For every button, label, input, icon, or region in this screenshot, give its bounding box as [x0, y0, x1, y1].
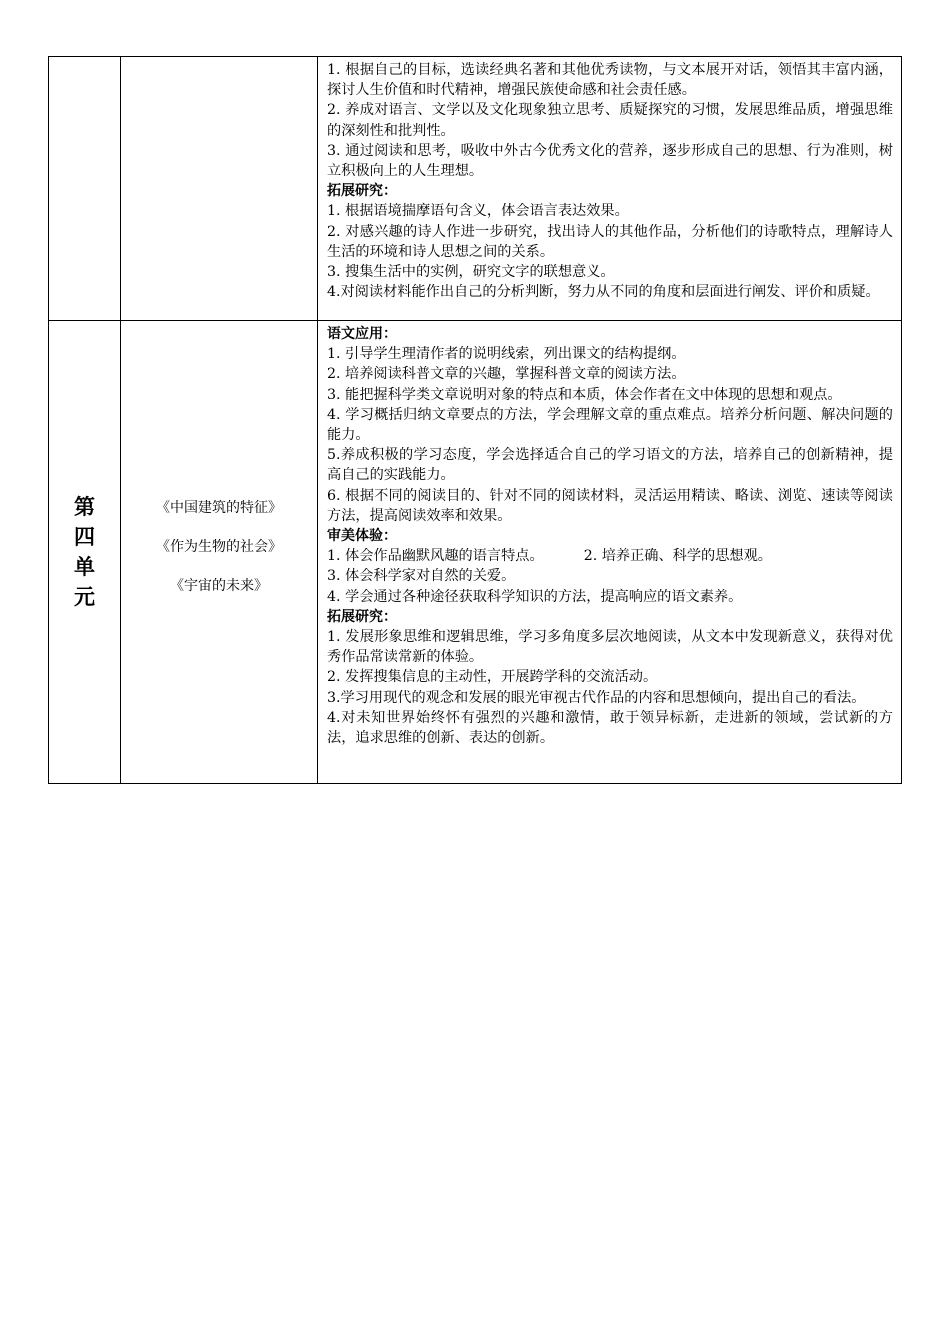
- research-item: 1. 发展形象思维和逻辑思维，学习多角度多层次地阅读，从文本中发现新意义，获得对优秀作品常读常新的体验。: [327, 629, 893, 666]
- application-item: 1. 引导学生理清作者的说明线索，列出课文的结构提纲。: [327, 346, 686, 363]
- application-item: 5.养成积极的学习态度，学会选择适合自己的学习语文的方法，培养自己的创新精神，提高自己的实践能力。: [327, 447, 893, 484]
- section-heading: 语文应用：: [327, 326, 397, 342]
- table-row: [49, 57, 902, 321]
- curriculum-table: [48, 56, 902, 784]
- section-heading: 拓展研究：: [327, 608, 397, 625]
- unit-cell: [49, 321, 121, 784]
- text-title: 《作为生物的社会》: [156, 539, 282, 555]
- table-row: [49, 321, 902, 784]
- application-item: 6. 根据不同的阅读目的、针对不同的阅读材料，灵活运用精读、略读、浏览、速读等阅读方法，提高阅读效率和效果。: [327, 487, 893, 524]
- research-item: 4.对阅读材料能作出自己的分析判断，努力从不同的角度和层面进行阐发、评价和质疑。: [327, 284, 880, 301]
- aesthetic-item: 2. 培养正确、科学的思想观。: [583, 548, 772, 565]
- research-item: 3. 搜集生活中的实例，研究文字的联想意义。: [327, 264, 615, 281]
- aesthetic-item: 1. 体会作品幽默风趣的语言特点。: [327, 548, 544, 565]
- aesthetic-item: 4. 学会通过各种途径获取科学知识的方法，提高响应的语文素养。: [327, 588, 743, 605]
- aesthetic-item: 3. 体会科学家对自然的关爱。: [327, 568, 516, 585]
- text-title: 《宇宙的未来》: [170, 578, 268, 594]
- goals-cell: [318, 57, 902, 321]
- goal-item: 1. 根据自己的目标，选读经典名著和其他优秀读物，与文本展开对话，领悟其丰富内涵，探讨人生价值和时代精神，增强民族使命感和社会责任感。: [327, 62, 893, 99]
- section-heading: 审美体验：: [327, 528, 397, 545]
- application-item: 2. 培养阅读科普文章的兴趣，掌握科普文章的阅读方法。: [327, 366, 686, 383]
- research-item: 2. 发挥搜集信息的主动性，开展跨学科的交流活动。: [327, 669, 658, 686]
- text-title: 《中国建筑的特征》: [156, 500, 282, 516]
- research-item: 2. 对感兴趣的诗人作进一步研究，找出诗人的其他作品，分析他们的诗歌特点，理解诗人生活的环境和诗人思想之间的关系。: [327, 223, 893, 260]
- texts-cell: [121, 321, 318, 784]
- goal-item: 3. 通过阅读和思考，吸收中外古今优秀文化的营养，逐步形成自己的思想、行为准则，树立积极向上的人生理想。: [327, 142, 893, 180]
- research-item: 4.对未知世界始终怀有强烈的兴趣和激情，敢于领异标新，走进新的领域，尝试新的方法，追求思维的创新、表达的创新。: [327, 709, 893, 747]
- section-heading: 拓展研究：: [327, 183, 397, 200]
- goal-item: 2. 养成对语言、文学以及文化现象独立思考、质疑探究的习惯，发展思维品质，增强思维的深刻性和批判性。: [327, 102, 893, 139]
- application-item: 4. 学习概括归纳文章要点的方法，学会理解文章的重点难点。培养分析问题、解决问题的能力。: [327, 406, 893, 444]
- unit-cell-empty: [49, 57, 121, 321]
- aesthetic-item-row: [327, 546, 893, 566]
- goals-cell: [318, 321, 902, 784]
- unit-title: 第四单元: [74, 495, 95, 609]
- research-item: 3.学习用现代的观念和发展的眼光审视古代作品的内容和思想倾向，提出自己的看法。: [327, 689, 866, 706]
- texts-cell-empty: [121, 57, 318, 321]
- application-item: 3. 能把握科学类文章说明对象的特点和本质，体会作者在文中体现的思想和观点。: [327, 386, 842, 403]
- research-item: 1. 根据语境揣摩语句含义，体会语言表达效果。: [327, 203, 629, 220]
